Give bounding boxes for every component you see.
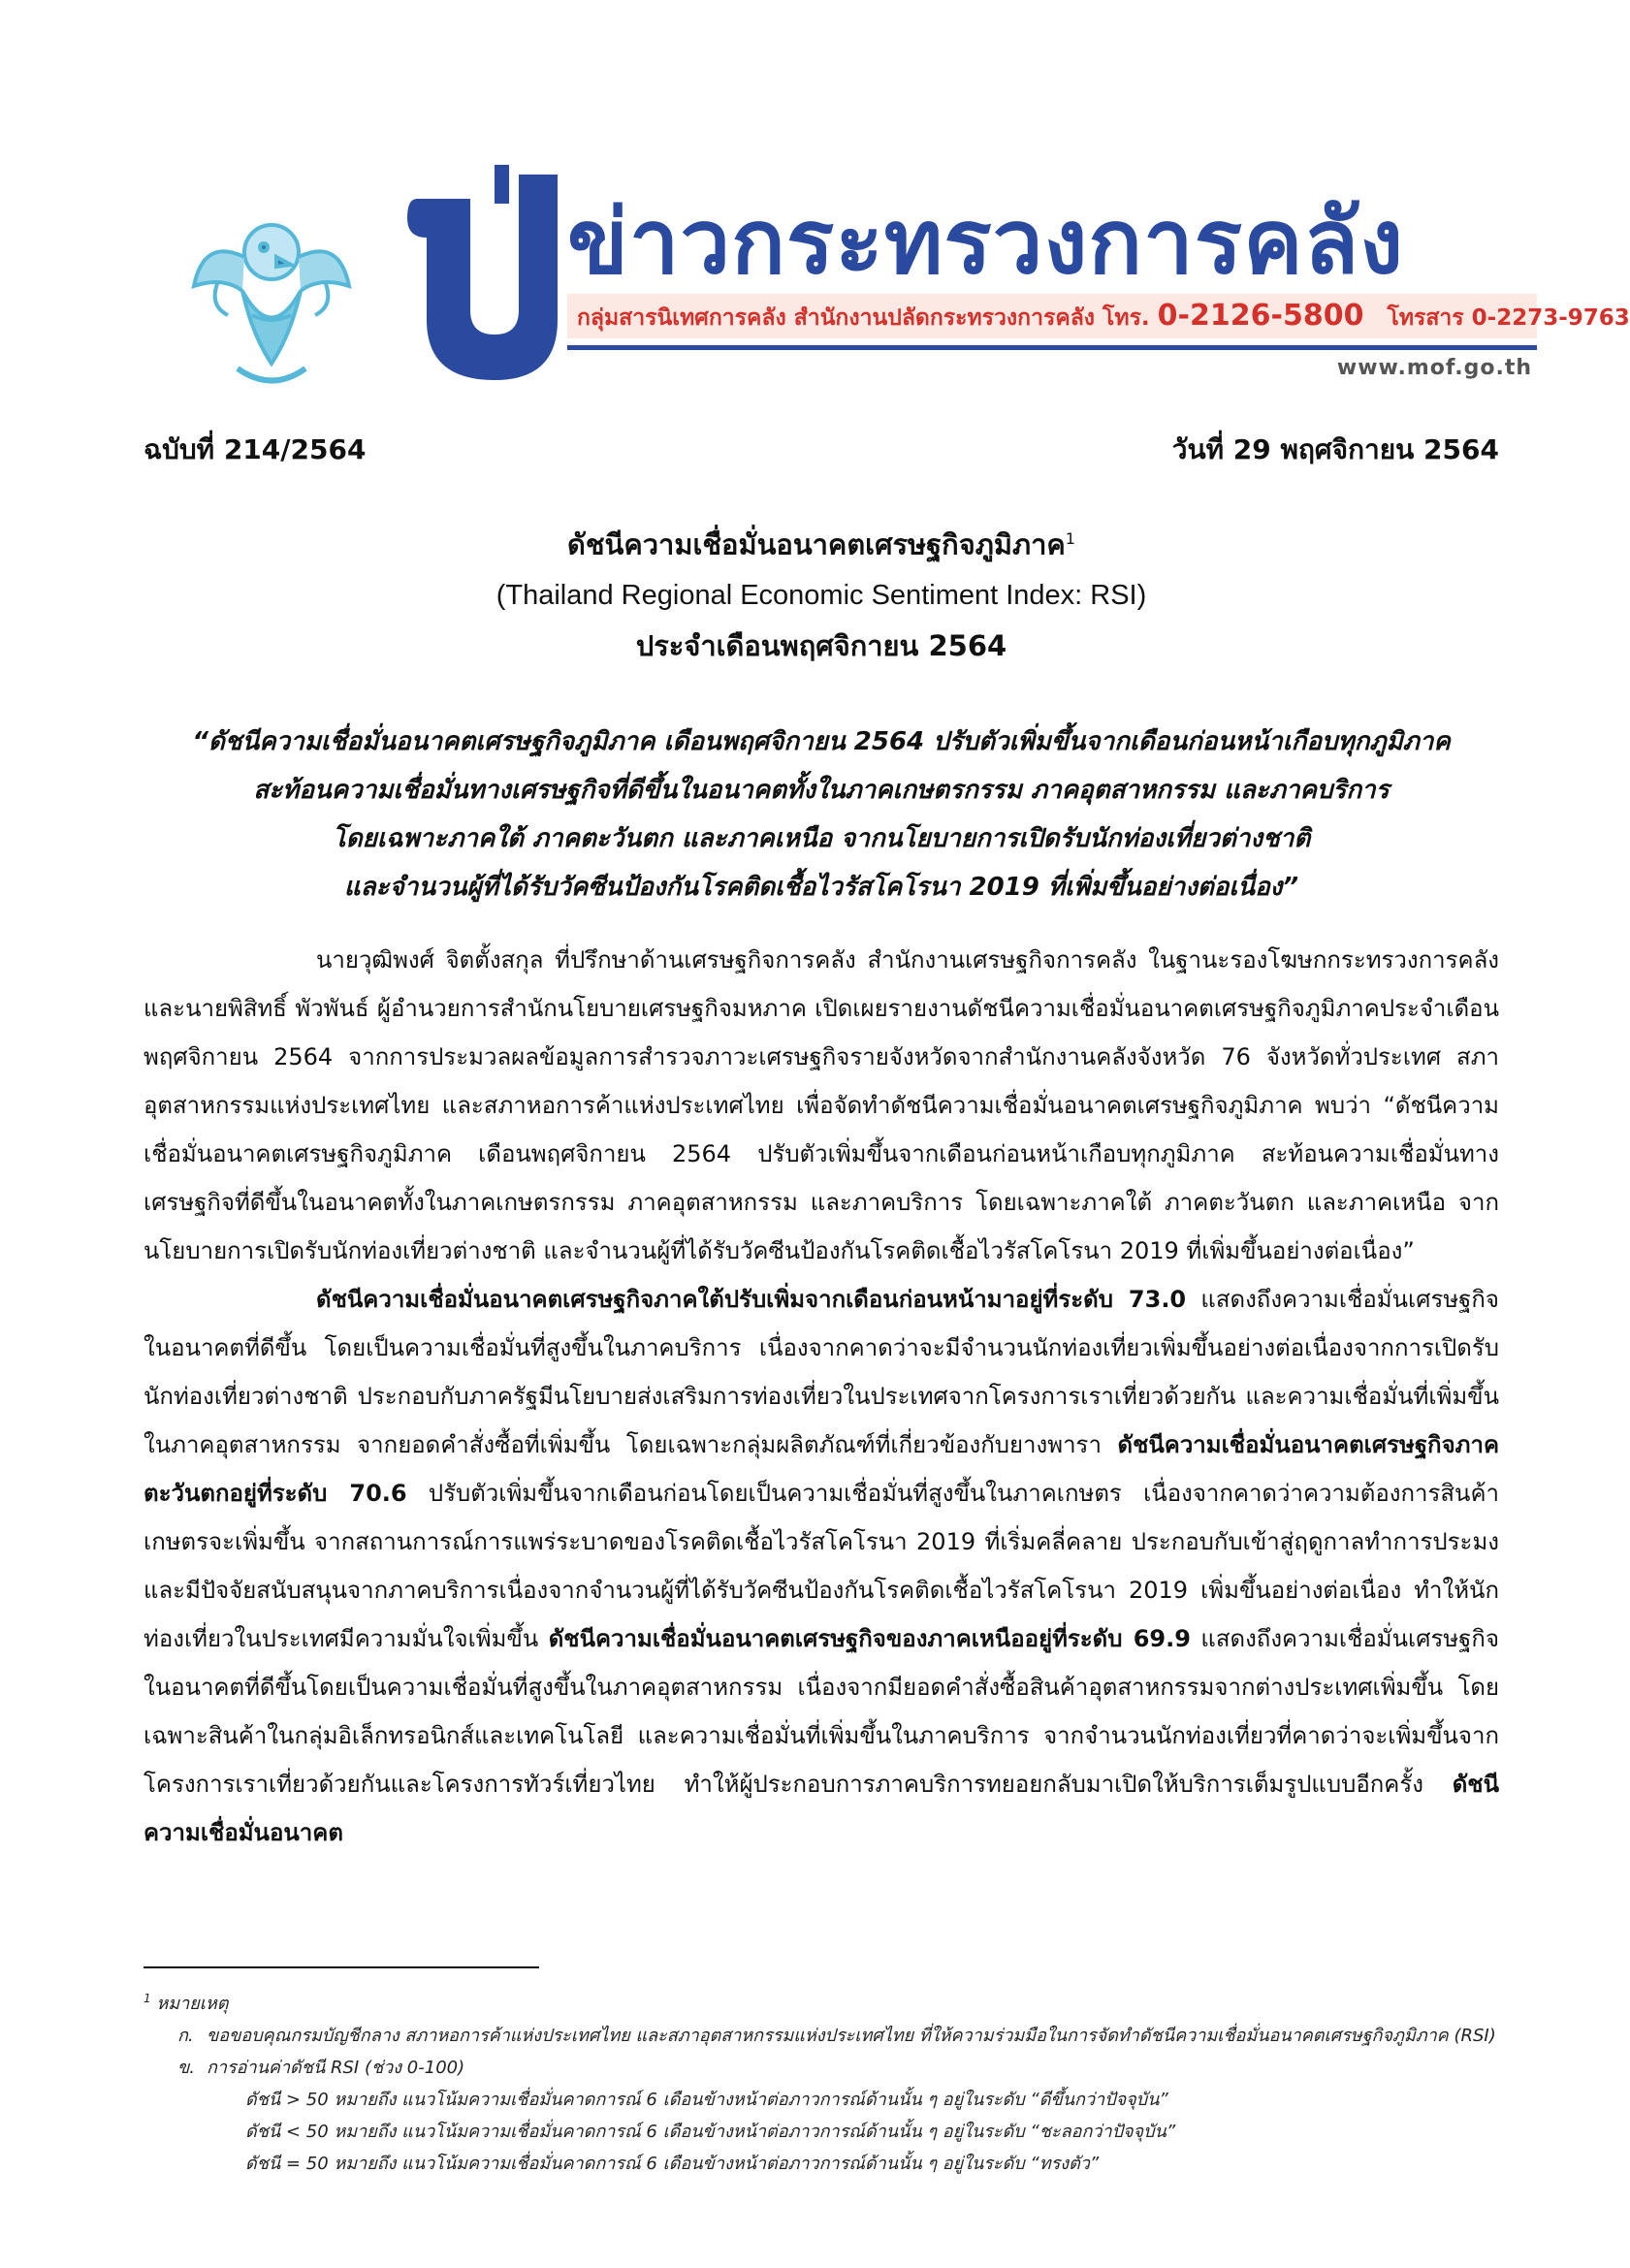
footnote-title-text: หมายเหตุ bbox=[156, 1994, 229, 2014]
footnote-reading-below-50: ดัชนี < 50 หมายถึง แนวโน้มความเชื่อมั่นคาดการณ์ 6 เดือนข้างหน้าต่อภาวการณ์ด้านนั้น ๆ อยู่ในระดับ “ชะลอกว่าปัจจุบัน” bbox=[245, 2122, 1176, 2142]
footnotes bbox=[144, 1983, 1499, 2180]
masthead-title: ข่าวกระทรวงการคลัง bbox=[567, 190, 1405, 294]
footnote-mark: 1 bbox=[144, 1992, 151, 2005]
quote-line: สะท้อนความเชื่อมั่นทางเศรษฐกิจที่ดีขึ้นในอนาคตทั้งในภาคเกษตรกรรม ภาคอุตสาหกรรม และภาคบริการ bbox=[253, 776, 1390, 805]
footnote-item-b-mark: ข. bbox=[177, 2058, 196, 2078]
masthead-contact bbox=[577, 299, 1630, 335]
footnote-item-b-text: การอ่านค่าดัชนี RSI (ช่วง 0-100) bbox=[207, 2058, 465, 2078]
title-period: ประจำเดือนพฤศจิกายน 2564 bbox=[635, 628, 1007, 662]
north-index-text: แสดงถึงความเชื่อมั่นเศรษฐกิจในอนาคตที่ดีขึ้นโดยเป็นความเชื่อมั่นที่สูงขึ้นในภาคอุตสาหกรรม เนื่องจากมียอดคำสั่งซื้อสินค้าอุตสาหกรรมจากต่างประเทศเพิ่มขึ้น โดยเฉพาะสินค้าในกลุ่มอิเล็กทรอนิกส์และเทคโนโลยี และความเชื่อมั่นที่เพิ่มขึ้นในภาคบริการ จากจำนวนนักท่องเที่ยวที่คาดว่าจะเพิ่มขึ้นจากโครงการเราเที่ยวด้วยกันและโครงการทัวร์เที่ยวไทย ทำให้ผู้ประกอบการภาคบริการทยอยกลับมาเปิดให้บริการเต็มรูปแบบอีกครั้ง bbox=[144, 1625, 1500, 1798]
issue-date: วันที่ 29 พฤศจิกายน 2564 bbox=[1171, 433, 1499, 465]
title-english: (Thailand Regional Economic Sentiment Index: RSI) bbox=[495, 579, 1147, 611]
quote-line: โดยเฉพาะภาคใต้ ภาคตะวันตก และภาคเหนือ จากนโยบายการเปิดรับนักท่องเที่ยวต่างชาติ bbox=[332, 824, 1311, 853]
paragraph-regions bbox=[144, 1275, 1499, 1857]
title-thai bbox=[144, 514, 1499, 570]
footnote-divider bbox=[144, 1966, 539, 1968]
summary-quote bbox=[144, 718, 1499, 911]
footnote-title bbox=[144, 1983, 1499, 2020]
document-title bbox=[144, 514, 1499, 671]
masthead-url[interactable]: www.mof.go.th bbox=[1336, 356, 1532, 380]
footnote-item-b bbox=[144, 2052, 1499, 2084]
khor-logo-letter-icon bbox=[398, 165, 562, 383]
footnote-item-a-mark: ก. bbox=[177, 2026, 194, 2046]
west-index-heading: ดัชนีความเชื่อมั่นอนาคตเศรษฐกิจภาคตะวันตกอยู่ที่ระดับ 70.6 bbox=[144, 1431, 1499, 1507]
masthead-fax: โทรสาร 0-2273-9763 bbox=[1387, 305, 1630, 331]
title-footnote-mark[interactable]: 1 bbox=[1065, 529, 1075, 548]
quote-line: และจำนวนผู้ที่ได้รับวัคซีนป้องกันโรคติดเชื้อไวรัสโคโรนา 2019 ที่เพิ่มขึ้นอย่างต่อเนื่อง” bbox=[343, 873, 1299, 902]
south-index-text: แสดงถึงความเชื่อมั่นเศรษฐกิจในอนาคตที่ดีขึ้น โดยเป็นความเชื่อมั่นที่สูงขึ้นในภาคบริการ เนื่องจากคาดว่าจะมีจำนวนนักท่องเที่ยวเพิ่มขึ้นอย่างต่อเนื่องจากการเปิดรับนักท่องเที่ยวต่างชาติ ประกอบกับภาครัฐมีนโยบายส่งเสริมการท่องเที่ยวในประเทศจากโครงการเราเที่ยวด้วยกัน และความเชื่อมั่นที่เพิ่มขึ้นในภาคอุตสาหกรรม จากยอดคำสั่งซื้อที่เพิ่มขึ้น โดยเฉพาะกลุ่มผลิตภัณฑ์ที่เกี่ยวข้องกับยางพารา bbox=[144, 1286, 1499, 1458]
paragraph-intro: นายวุฒิพงศ์ จิตตั้งสกุล ที่ปรึกษาด้านเศรษฐกิจการคลัง สำนักงานเศรษฐกิจการคลัง ในฐานะรองโฆษกกระทรวงการคลัง และนายพิสิทธิ์ พัวพันธ์ ผู้อำนวยการสำนักนโยบายเศรษฐกิจมหภาค เปิดเผยรายงานดัชนีความเชื่อมั่นอนาคตเศรษฐกิจภูมิภาคประจำเดือนพฤศจิกายน 2564 จากการประมวลผลข้อมูลการสำรวจภาวะเศรษฐกิจรายจังหวัดจากสำนักงานคลังจังหวัด 76 จังหวัดทั่วประเทศ สภาอุตสาหกรรมแห่งประเทศไทย และสภาหอการค้าแห่งประเทศไทย เพื่อจัดทำดัชนีความเชื่อมั่นอนาคตเศรษฐกิจภูมิภาค พบว่า “ดัชนีความเชื่อมั่นอนาคตเศรษฐกิจภูมิภาค เดือนพฤศจิกายน 2564 ปรับตัวเพิ่มขึ้นจากเดือนก่อนหน้าเกือบทุกภูมิภาค สะท้อนความเชื่อมั่นทางเศรษฐกิจที่ดีขึ้นในอนาคตทั้งในภาคเกษตรกรรม ภาคอุตสาหกรรม และภาคบริการ โดยเฉพาะภาคใต้ ภาคตะวันตก และภาคเหนือ จากนโยบายการเปิดรับนักท่องเที่ยวต่างชาติ และจำนวนผู้ที่ได้รับวัคซีนป้องกันโรคติดเชื้อไวรัสโคโรนา 2019 ที่เพิ่มขึ้นอย่างต่อเนื่อง” bbox=[144, 946, 1499, 1264]
garuda-emblem-icon bbox=[184, 199, 359, 393]
masthead bbox=[184, 165, 1630, 398]
footnote-reading-above-50: ดัชนี > 50 หมายถึง แนวโน้มความเชื่อมั่นคาดการณ์ 6 เดือนข้างหน้าต่อภาวการณ์ด้านนั้น ๆ อยู่ในระดับ “ดีขึ้นกว่าปัจจุบัน” bbox=[245, 2090, 1168, 2110]
north-index-heading: ดัชนีความเชื่อมั่นอนาคตเศรษฐกิจของภาคเหนืออยู่ที่ระดับ 69.9 bbox=[548, 1625, 1191, 1652]
issue-number: ฉบับที่ 214/2564 bbox=[144, 433, 367, 465]
west-index-text: ปรับตัวเพิ่มขึ้นจากเดือนก่อนโดยเป็นความเชื่อมั่นที่สูงขึ้นในภาคเกษตร เนื่องจากคาดว่าความต้องการสินค้าเกษตรจะเพิ่มขึ้น จากสถานการณ์การแพร่ระบาดของโรคติดเชื้อไวรัสโคโรนา 2019 ที่เริ่มคลี่คลาย ประกอบกับเข้าสู่ฤดูกาลทำการประมง และมีปัจจัยสนับสนุนจากภาคบริการเนื่องจากจำนวนผู้ที่ได้รับวัคซีนป้องกันโรคติดเชื้อไวรัสโคโรนา 2019 เพิ่มขึ้นอย่างต่อเนื่อง ทำให้นักท่องเที่ยวในประเทศมีความมั่นใจเพิ่มขึ้น bbox=[144, 1480, 1499, 1652]
footnote-item-a-text: ขอขอบคุณกรมบัญชีกลาง สภาหอการค้าแห่งประเทศไทย และสภาอุตสาหกรรมแห่งประเทศไทย ที่ให้ความร่วมมือในการจัดทำดัชนีความเชื่อมั่นอนาคตเศรษฐกิจภูมิภาค (RSI) bbox=[207, 2026, 1496, 2046]
body-text bbox=[144, 936, 1499, 1857]
next-index-heading: ดัชนีความเชื่อมั่นอนาคต bbox=[144, 1771, 1499, 1846]
footnote-item-a bbox=[144, 2020, 1499, 2052]
quote-line: “ดัชนีความเชื่อมั่นอนาคตเศรษฐกิจภูมิภาค เดือนพฤศจิกายน 2564 ปรับตัวเพิ่มขึ้นจากเดือนก่อนหน้าเกือบทุกภูมิภาค bbox=[192, 727, 1451, 756]
title-line-1: ดัชนีความเชื่อมั่นอนาคตเศรษฐกิจภูมิภาค bbox=[567, 527, 1066, 561]
masthead-divider bbox=[567, 345, 1537, 350]
footnote-reading-equal-50: ดัชนี = 50 หมายถึง แนวโน้มความเชื่อมั่นคาดการณ์ 6 เดือนข้างหน้าต่อภาวการณ์ด้านนั้น ๆ อยู่ในระดับ “ทรงตัว” bbox=[245, 2154, 1100, 2174]
masthead-phone: 0-2126-5800 bbox=[1157, 299, 1364, 333]
south-index-heading: ดัชนีความเชื่อมั่นอนาคตเศรษฐกิจภาคใต้ปรับเพิ่มจากเดือนก่อนหน้ามาอยู่ที่ระดับ 73.0 bbox=[316, 1286, 1187, 1313]
masthead-agency: กลุ่มสารนิเทศการคลัง สำนักงานปลัดกระทรวงการคลัง โทร. bbox=[577, 305, 1150, 331]
